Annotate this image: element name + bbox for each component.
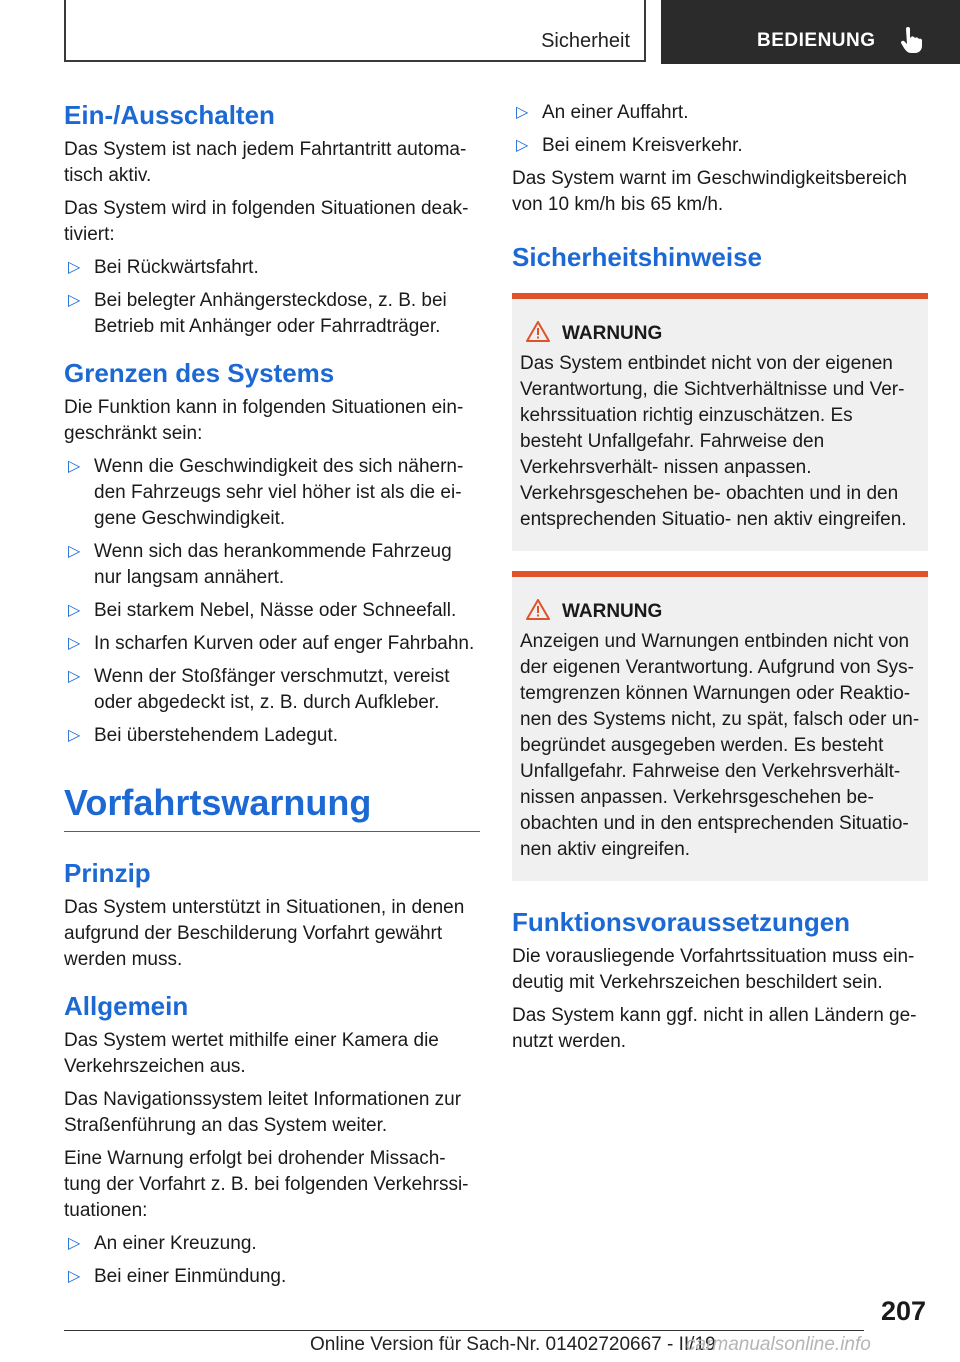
- triangle-bullet-icon: ▷: [68, 1267, 81, 1285]
- watermark: carmanualsonline.info: [686, 1334, 871, 1355]
- paragraph: Das System warnt im Geschwindigkeitsbereich von 10 km/h bis 65 km/h.: [512, 168, 907, 215]
- list-item: ▷ An einer Auffahrt.: [512, 100, 928, 126]
- heading-sicherheitshinweise: Sicherheitshinweise: [512, 242, 762, 272]
- list-item: ▷ Bei einem Kreisverkehr.: [512, 133, 928, 159]
- warning-title: WARNUNG: [520, 321, 920, 345]
- chapter-label: BEDIENUNG: [757, 30, 876, 51]
- paragraph: Die Funktion kann in folgenden Situationen ein- geschränkt sein:: [64, 397, 464, 445]
- warning-box: [512, 293, 928, 551]
- warning-text: Das System entbindet nicht von der eigenen Verantwortung, die Sichtverhältnisse und Ver- kehrssituation richtig einzuschätzen. Es besteht Unfallgefahr. Fahrweise den Verkehrsverhält- nissen anpassen. Verkehrsgeschehen be- obachten und in den entsprechenden Situatio- nen aktiv eingreifen.: [520, 353, 907, 531]
- warning-text: Anzeigen und Warnungen entbinden nicht von der eigenen Verantwortung. Aufgrund von Sys- temgrenzen können Warnungen oder Reaktio- nen des Systems nicht, zu spät, falsch oder un- begründet ausgegeben werden. Es besteht Unfallgefahr. Fahrweise den Verkehrsverhält- nissen anpassen. Verkehrsgeschehen be- obachten und in den entsprechenden Situatio- nen aktiv eingreifen.: [520, 631, 920, 861]
- bullet-list: [64, 1231, 480, 1290]
- chapter-heading-block: [64, 781, 480, 831]
- warning-triangle-icon: [526, 599, 550, 620]
- footer-version-text: Online Version für Sach-Nr. 01402720667 - II/19: [310, 1334, 716, 1355]
- pointing-hand-icon: [897, 26, 925, 54]
- list-item: ▷ Bei einer Einmündung.: [64, 1264, 480, 1290]
- list-item: ▷ Wenn die Geschwindigkeit des sich nähern- den Fahrzeugs sehr viel höher ist als die ei- gene Geschwindigkeit.: [68, 456, 464, 530]
- footer-divider: [64, 1330, 864, 1331]
- triangle-bullet-icon: ▷: [68, 727, 81, 745]
- heading-vorfahrtswarnung: Vorfahrtswarnung: [64, 782, 372, 824]
- paragraph: Die vorausliegende Vorfahrtssituation muss ein- deutig mit Verkehrszeichen beschildert sein.: [512, 946, 915, 994]
- page-number: 207: [880, 1296, 926, 1326]
- left-column: [64, 100, 480, 1297]
- list-item: ▷ Bei Rückwärtsfahrt.: [64, 255, 480, 281]
- heading-ein-ausschalten: Ein-/Ausschalten: [64, 100, 275, 130]
- right-column: [512, 100, 928, 1062]
- triangle-bullet-icon: ▷: [68, 458, 81, 476]
- bullet-list: [64, 255, 480, 340]
- list-item: ▷ In scharfen Kurven oder auf enger Fahrbahn.: [64, 631, 480, 657]
- triangle-bullet-icon: ▷: [68, 292, 81, 310]
- list-item: ▷ An einer Kreuzung.: [64, 1231, 480, 1257]
- paragraph: Das System kann ggf. nicht in allen Ländern ge- nutzt werden.: [512, 1005, 917, 1053]
- paragraph: Das Navigationssystem leitet Informationen zur Straßenführung an das System weiter.: [64, 1088, 462, 1136]
- heading-prinzip: Prinzip: [64, 857, 151, 888]
- paragraph: Das System wird in folgenden Situationen deak- tiviert:: [64, 198, 469, 246]
- list-item: ▷ Bei überstehendem Ladegut.: [64, 723, 480, 749]
- heading-funktionsvoraussetzungen: Funktionsvoraussetzungen: [512, 907, 851, 938]
- triangle-bullet-icon: ▷: [516, 104, 529, 121]
- list-item: ▷ Wenn der Stoßfänger verschmutzt, vereist oder abgedeckt ist, z. B. durch Aufkleber.: [68, 666, 450, 714]
- section-label: Sicherheit: [541, 30, 630, 52]
- bullet-list: [64, 454, 480, 749]
- triangle-bullet-icon: ▷: [516, 137, 529, 154]
- header-frame: [64, 0, 646, 62]
- paragraph: Eine Warnung erfolgt bei drohender Missach- tung der Vorfahrt z. B. bei folgenden Verkehrssi- tuationen:: [64, 1147, 469, 1221]
- paragraph: Das System ist nach jedem Fahrtantritt automa- tisch aktiv.: [64, 139, 467, 187]
- triangle-bullet-icon: ▷: [68, 602, 81, 620]
- triangle-bullet-icon: ▷: [68, 1234, 81, 1252]
- list-item: ▷ Wenn sich das herankommende Fahrzeug nur langsam annähert.: [68, 541, 452, 589]
- list-item: ▷ Bei starkem Nebel, Nässe oder Schneefall.: [64, 598, 480, 624]
- heading-allgemein: Allgemein: [64, 990, 189, 1021]
- triangle-bullet-icon: ▷: [68, 543, 81, 561]
- list-item: ▷ Bei belegter Anhängersteckdose, z. B. bei Betrieb mit Anhänger oder Fahrradträger.: [68, 290, 447, 338]
- triangle-bullet-icon: ▷: [68, 635, 81, 653]
- warning-triangle-icon: [526, 321, 550, 342]
- paragraph: Das System wertet mithilfe einer Kamera die Verkehrszeichen aus.: [64, 1029, 439, 1077]
- chapter-tab: [661, 0, 960, 64]
- warning-title: WARNUNG: [520, 599, 920, 623]
- warning-box: [512, 571, 928, 881]
- bullet-list: [512, 100, 928, 159]
- triangle-bullet-icon: ▷: [68, 259, 81, 277]
- paragraph: Das System unterstützt in Situationen, in denen aufgrund der Beschilderung Vorfahrt gewährt werden muss.: [64, 896, 465, 970]
- triangle-bullet-icon: ▷: [68, 668, 81, 686]
- heading-grenzen: Grenzen des Systems: [64, 358, 335, 389]
